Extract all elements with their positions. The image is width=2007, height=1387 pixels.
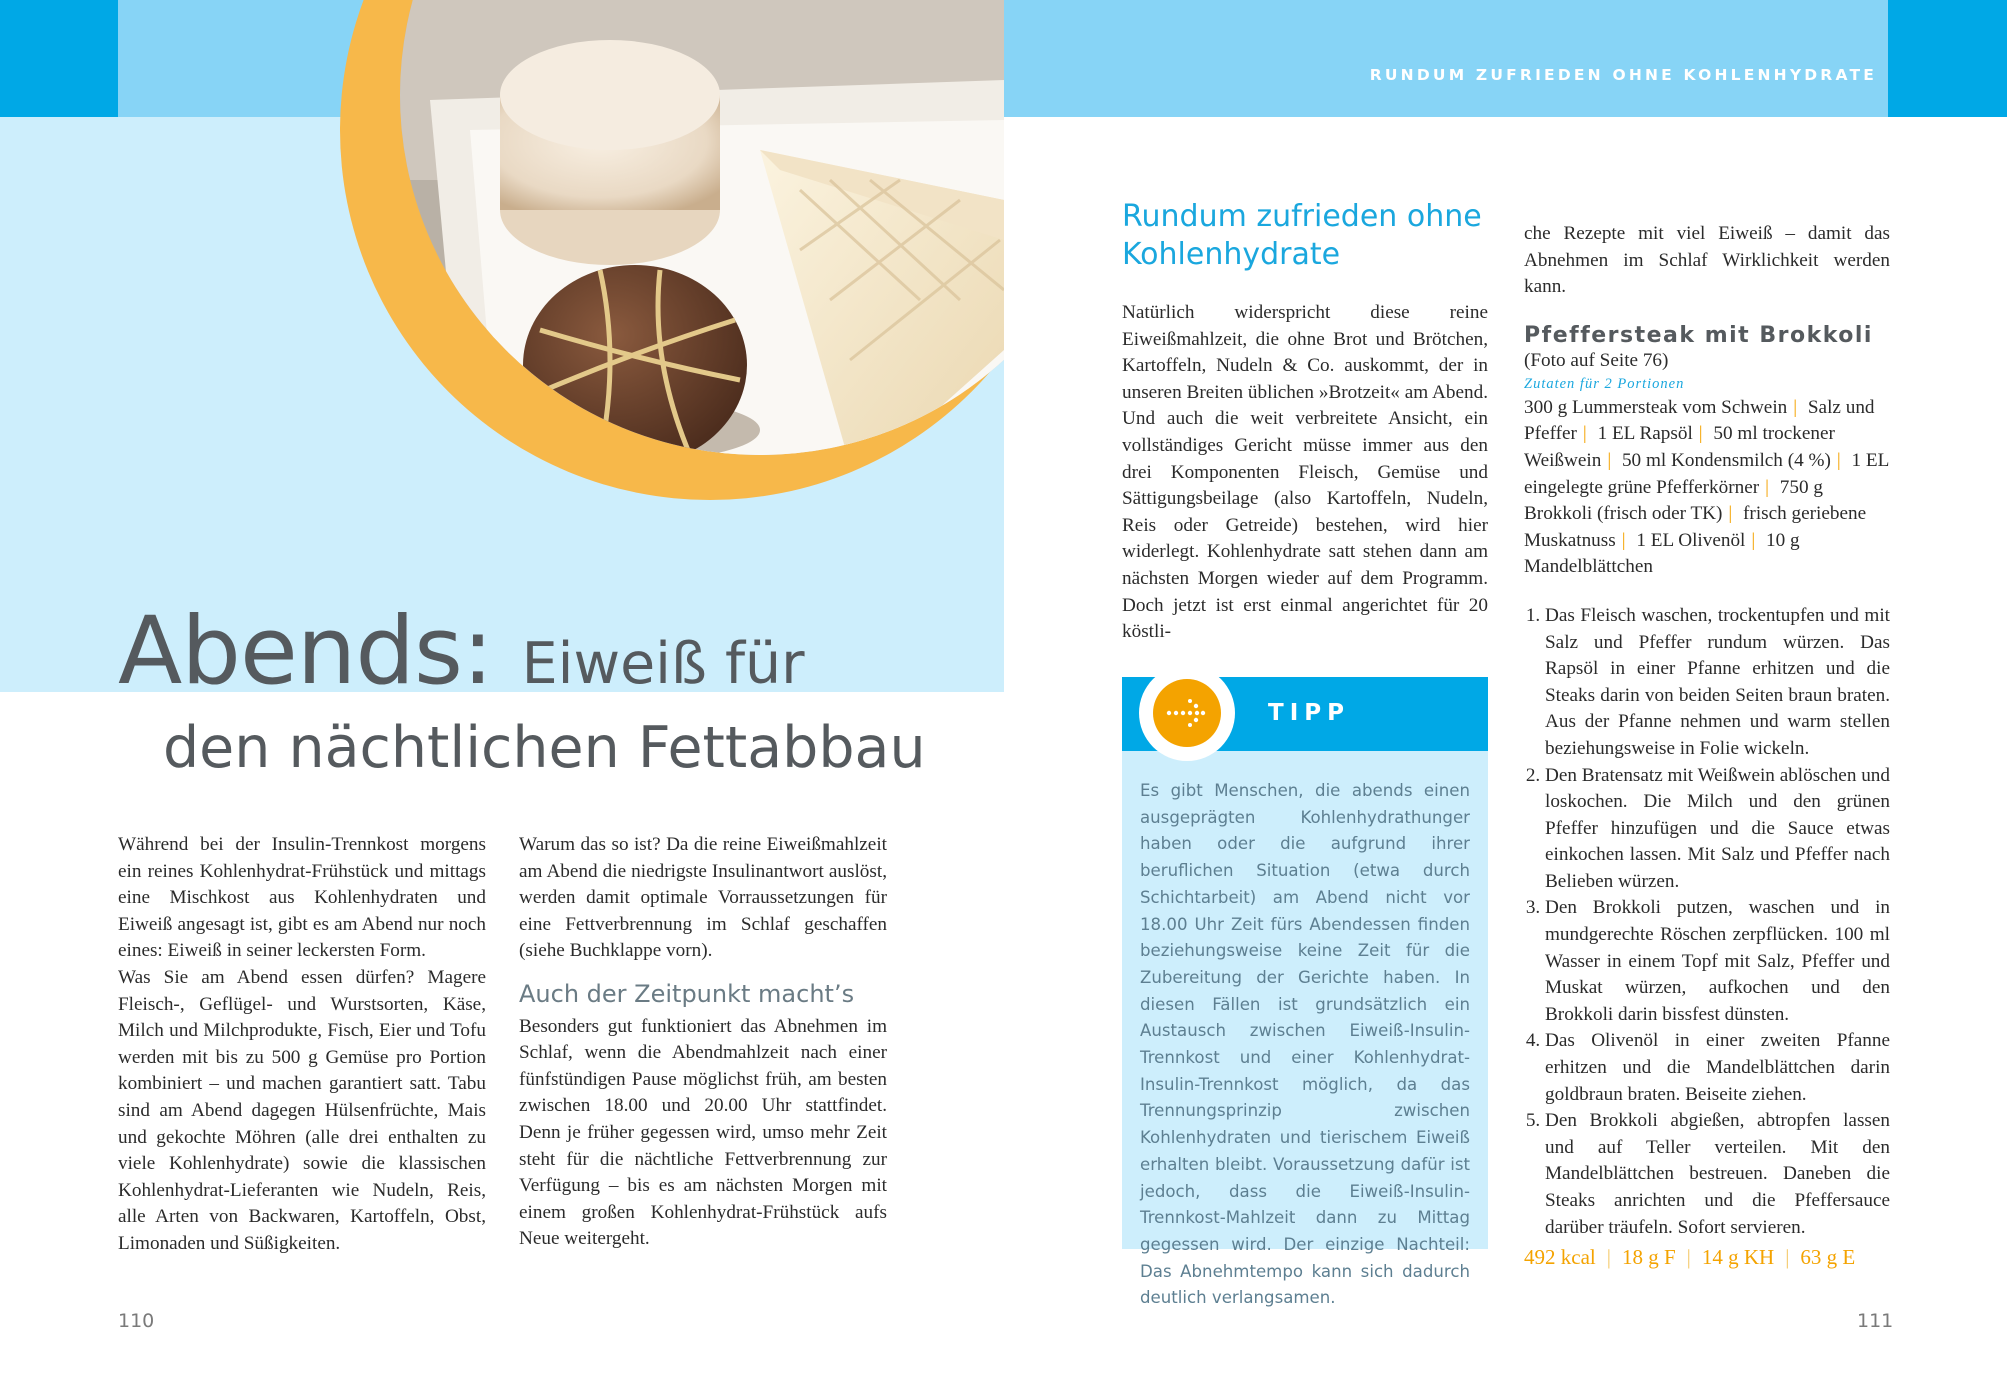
recipe-step: 3. Den Brokkoli putzen, waschen und in mundgerechte Röschen zerpflücken. 100 ml Wasser in einem Topf mit Salz, Pfeffer und Muskat würzen, aufkochen und den Brokkoli darin bissfest dünsten. xyxy=(1545,895,1890,1028)
ingredient-separator: | xyxy=(1621,529,1626,551)
nutrition-value: 18 g F xyxy=(1621,1245,1676,1270)
ingredient-separator: | xyxy=(1582,423,1587,445)
ingredient-item: 1 EL Rapsöl xyxy=(1597,423,1693,445)
subheading: Auch der Zeitpunkt macht’s xyxy=(519,979,855,1008)
recipe-step: 5. Den Brokkoli abgießen, abtropfen lassen und auf Teller verteilen. Mit den Mandelblättchen bestreuen. Daneben die Steaks anrichten und die Pfeffersauce darüber träufeln. Sofort servieren. xyxy=(1545,1108,1890,1241)
ingredient-separator: | xyxy=(1836,449,1841,471)
nutrition-value: 63 g E xyxy=(1800,1245,1856,1270)
right-column-1-text: Natürlich widerspricht diese reine Eiweißmahlzeit, die ohne Brot und Brötchen, Kartoffeln, Nudeln & Co. auskommt, der in unseren Breiten üblichen »Brotzeit« am Abend. Und auch die weit verbreitete Ansicht, ein vollständiges Gericht müsse immer aus den drei Komponenten Fleisch, Gemüse und Sättigungsbeilage (also Kartoffeln, Nudeln, Reis oder Getreide) bestehen, wird hier widerlegt. Kohlenhydrate satt stehen dann am nächsten Morgen wieder auf dem Programm. Doch jetzt ist erst einmal angerichtet für 20 köstli- xyxy=(1122,302,1488,643)
paragraph-continuation: che Rezepte mit viel Eiweiß – damit das Abnehmen im Schlaf Wirklichkeit werden kann. xyxy=(1524,223,1890,298)
nutrition-info xyxy=(1524,1245,1890,1270)
recipe-step: 2. Den Bratensatz mit Weißwein ablöschen und loskochen. Die Milch und den grünen Pfeffer hinzufügen und die Sauce etwas einkochen lassen. Mit Salz und Pfeffer nach Belieben würzen. xyxy=(1545,763,1890,896)
recipe-step: 1. Das Fleisch waschen, trockentupfen und mit Salz und Pfeffer rundum würzen. Das Rapsöl in einer Pfanne erhitzen und die Steaks darin von beiden Seiten braun braten. Aus der Pfanne nehmen und warm stellen beziehungsweise in Folie wickeln. xyxy=(1545,603,1890,763)
recipe-step: 4. Das Olivenöl in einer zweiten Pfanne erhitzen und die Mandelblättchen darin goldbraun braten. Beiseite ziehen. xyxy=(1545,1028,1890,1108)
recipe-servings: Zutaten für 2 Portionen xyxy=(1524,375,1685,392)
chapter-title-big: Abends: xyxy=(118,597,493,706)
header-band-right xyxy=(1888,0,2007,117)
ingredient-separator: | xyxy=(1751,529,1756,551)
paragraph: Besonders gut funktioniert das Abnehmen im Schlaf, wenn die Abendmahlzeit nach einer fünfstündigen Pause möglichst früh, am besten zwischen 18.00 und 20.00 Uhr stattfindet. Denn je früher gegessen wird, umso mehr Zeit steht für die nächtliche Fettverbrennung zur Verfügung – bis es am nächsten Morgen mit einem großen Kohlenhydrat-Frühstück aufs Neue weitergeht. xyxy=(519,1015,887,1250)
running-head: RUNDUM ZUFRIEDEN OHNE KOHLENHYDRATE xyxy=(1369,66,1877,84)
left-column-1 xyxy=(118,832,486,1258)
nutrition-separator: | xyxy=(1785,1245,1790,1270)
nutrition-value: 492 kcal xyxy=(1524,1245,1596,1270)
ingredient-item: Salz und Pfeffer xyxy=(1524,396,1875,445)
tipp-label: TIPP xyxy=(1268,700,1350,726)
ingredient-separator: | xyxy=(1728,503,1733,525)
recipe-photo-reference: (Foto auf Seite 76) xyxy=(1524,349,1669,371)
cheese-platter-photo xyxy=(0,0,1004,640)
chapter-title-line2: den nächtlichen Fettabbau xyxy=(163,715,926,781)
section-heading: Rundum zufrieden ohne Kohlenhydrate xyxy=(1122,199,1482,272)
arrow-icon xyxy=(1163,697,1213,729)
left-column-2 xyxy=(519,832,887,1253)
nutrition-value: 14 g KH xyxy=(1701,1245,1775,1270)
ingredient-separator: | xyxy=(1607,449,1612,471)
ingredient-item: 50 ml trockener Weißwein xyxy=(1524,423,1835,471)
page-number-left: 110 xyxy=(118,1310,155,1332)
ingredient-item: 1 EL Olivenöl xyxy=(1636,529,1746,551)
ingredient-item: 300 g Lummersteak vom Schwein xyxy=(1524,396,1788,418)
chapter-title xyxy=(118,597,805,706)
recipe-title: Pfeffersteak mit Brokkoli xyxy=(1524,322,1873,348)
right-column-2 xyxy=(1524,221,1890,1270)
ingredient-separator: | xyxy=(1698,423,1703,445)
chapter-title-rest: Eiweiß für xyxy=(521,631,805,697)
paragraph: Was Sie am Abend essen dürfen? Magere Fleisch-, Geflügel- und Wurstsorten, Käse, Milch und Milchprodukte, Fisch, Eier und Tofu werden mit bis zu 500 g Gemüse pro Portion kombiniert – und machen garantiert satt. Tabu sind am Abend dagegen Hülsenfrüchte, Mais und gekochte Möhren (alle drei enthalten zu viele Kohlenhydrate) sowie die klassischen Kohlenhydrat-Lieferanten wie Nudeln, Reis, alle Arten von Backwaren, Kartoffeln, Obst, Limonaden und Süßigkeiten. xyxy=(118,966,486,1254)
nutrition-separator: | xyxy=(1686,1245,1691,1270)
ingredient-item: 10 g Mandelblättchen xyxy=(1524,529,1800,578)
tipp-text: Es gibt Menschen, die abends einen ausgeprägten Kohlenhydrathunger haben oder die aufgrund ihrer beruflichen Situation (etwa durch Schichtarbeit) am Abend nicht vor 18.00 Uhr Zeit fürs Abendessen finden beziehungsweise keine Zeit für die Zubereitung der Gerichte haben. In diesen Fällen ist grundsätzlich ein Austausch zwischen Eiweiß-Insulin-Trennkost und einer Kohlenhydrat-Insulin-Trennkost möglich, da das Trennungsprinzip zwischen Kohlenhydraten und tierischem Eiweiß erhalten bleibt. Voraussetzung dafür ist jedoch, dass die Eiweiß-Insulin-Trennkost-Mahlzeit dann zu Mittag gegessen wird. Der einzige Nachteil: Das Abnehmtempo kann sich dadurch deutlich verlangsamen. xyxy=(1140,781,1470,1308)
recipe-steps xyxy=(1524,603,1890,1241)
ingredient-separator: | xyxy=(1793,396,1798,418)
nutrition-separator: | xyxy=(1606,1245,1611,1270)
paragraph: Während bei der Insulin-Trennkost morgens ein reines Kohlenhydrat-Frühstück und mittags eine Mischkost aus Kohlenhydraten und Eiweiß angesagt ist, gibt es am Abend nur noch eines: Eiweiß in seiner leckersten Form. xyxy=(118,834,486,962)
ingredient-list xyxy=(1524,395,1890,581)
ingredient-item: 50 ml Kondensmilch (4 %) xyxy=(1621,449,1831,471)
ingredient-item: frisch geriebene Muskatnuss xyxy=(1524,503,1867,551)
ingredient-separator: | xyxy=(1765,476,1769,498)
ingredient-item: 1 EL eingelegte grüne Pfefferkörner xyxy=(1524,449,1889,498)
ingredient-item: 750 g Brokkoli (frisch oder TK) xyxy=(1524,476,1823,525)
page-number-right: 111 xyxy=(1857,1310,1894,1332)
paragraph: Warum das so ist? Da die reine Eiweißmahlzeit am Abend die niedrigste Insulinantwort auslöst, werden damit optimale Vorraussetzungen für eine Fettverbrennung im Schlaf geschaffen (siehe Buchklappe vorn). xyxy=(519,834,887,962)
